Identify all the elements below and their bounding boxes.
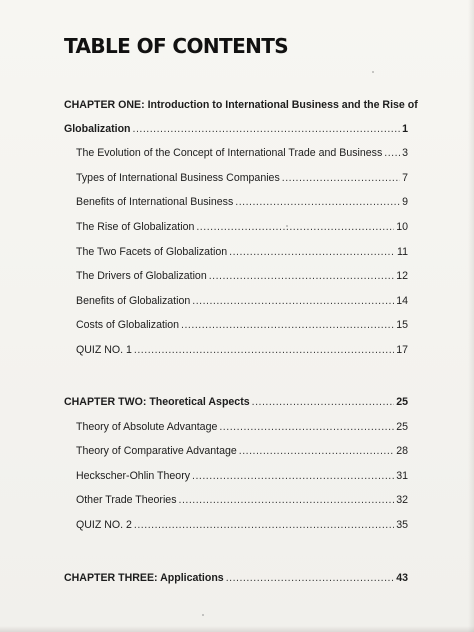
toc-page-number: 32 xyxy=(396,494,408,506)
toc-entry-label: Heckscher-Ohlin Theory xyxy=(76,470,191,482)
toc-entry-label: Benefits of International Business xyxy=(76,196,234,208)
scan-speck xyxy=(202,614,204,616)
toc-page-number: 25 xyxy=(396,421,408,433)
toc-page-number: 3 xyxy=(402,147,408,159)
toc-page-number: 31 xyxy=(396,470,408,482)
toc-entry-comparative-advantage[interactable] xyxy=(76,444,408,458)
toc-entry-quiz-1[interactable] xyxy=(76,343,408,357)
toc-entry-benefits-of-globalization[interactable] xyxy=(76,294,408,308)
toc-entry-types-of-companies[interactable] xyxy=(76,171,408,185)
toc-page-number: 43 xyxy=(396,572,408,584)
dot-leader xyxy=(134,343,394,357)
toc-entry-chapter-three[interactable] xyxy=(64,571,408,585)
toc-entry-evolution-of-trade[interactable] xyxy=(76,146,408,160)
dot-leader xyxy=(192,294,394,308)
dot-leader xyxy=(181,318,394,332)
toc-page-number: 17 xyxy=(396,344,408,356)
toc-entry-label: Theory of Comparative Advantage xyxy=(76,445,237,457)
toc-entry-benefits-of-international-business[interactable] xyxy=(76,195,408,209)
dot-leader xyxy=(239,444,394,458)
toc-entry-label: QUIZ NO. 1 xyxy=(76,344,132,356)
toc-entry-two-facets[interactable] xyxy=(76,245,408,259)
toc-entry-label: Types of International Business Companies xyxy=(76,172,280,184)
dot-leader xyxy=(384,146,400,160)
toc-entry-costs-of-globalization[interactable] xyxy=(76,318,408,332)
toc-page-number: 12 xyxy=(396,270,408,282)
scan-shadow-bottom xyxy=(0,626,474,632)
chapter-one-heading: CHAPTER ONE: Introduction to International Business and the Rise of xyxy=(64,99,418,111)
toc-page-number: 7 xyxy=(402,172,408,184)
toc-entry-label: Other Trade Theories xyxy=(76,494,177,506)
dot-leader xyxy=(219,420,394,434)
dot-leader xyxy=(226,571,395,585)
toc-entry-label: The Two Facets of Globalization xyxy=(76,246,228,258)
toc-entry-label: The Evolution of the Concept of International Trade and Business xyxy=(76,147,383,159)
toc-entry-label: Globalization xyxy=(64,123,131,135)
dot-leader xyxy=(235,195,400,209)
toc-entry-rise-of-globalization[interactable] xyxy=(76,220,408,234)
toc-entry-drivers-of-globalization[interactable] xyxy=(76,269,408,283)
toc-entry-label: CHAPTER THREE: Applications xyxy=(64,572,224,584)
scan-shadow-right xyxy=(468,0,474,632)
toc-page-number: 15 xyxy=(396,319,408,331)
scan-speck xyxy=(372,71,374,73)
dot-leader xyxy=(134,518,394,532)
dot-leader xyxy=(252,395,395,409)
toc-entry-chapter-two[interactable] xyxy=(64,395,408,409)
dot-leader xyxy=(133,122,401,136)
dot-leader xyxy=(282,171,400,185)
toc-entry-absolute-advantage[interactable] xyxy=(76,420,408,434)
dot-leader xyxy=(196,220,394,234)
toc-entry-quiz-2[interactable] xyxy=(76,518,408,532)
toc-entry-chapter-one[interactable] xyxy=(64,122,408,136)
dot-leader xyxy=(192,469,394,483)
toc-entry-label: Theory of Absolute Advantage xyxy=(76,421,218,433)
toc-entry-label: The Drivers of Globalization xyxy=(76,270,207,282)
toc-page-number: 1 xyxy=(402,123,408,135)
toc-page-number: 14 xyxy=(396,295,408,307)
toc-entry-heckscher-ohlin[interactable] xyxy=(76,469,408,483)
dot-leader xyxy=(209,269,394,283)
page-title: TABLE OF CONTENTS xyxy=(64,34,289,58)
toc-page-number: 10 xyxy=(396,221,408,233)
toc-page-number: 28 xyxy=(396,445,408,457)
toc-entry-label: QUIZ NO. 2 xyxy=(76,519,132,531)
toc-page-number: 35 xyxy=(396,519,408,531)
dot-leader xyxy=(179,493,395,507)
toc-entry-label: Benefits of Globalization xyxy=(76,295,191,307)
toc-entry-label: Costs of Globalization xyxy=(76,319,180,331)
toc-page-number: 25 xyxy=(396,396,408,408)
toc-page-number: 9 xyxy=(402,196,408,208)
scan-speck xyxy=(286,225,288,227)
toc-entry-label: CHAPTER TWO: Theoretical Aspects xyxy=(64,396,250,408)
dot-leader xyxy=(229,245,395,259)
toc-entry-other-trade-theories[interactable] xyxy=(76,493,408,507)
toc-entry-label: The Rise of Globalization xyxy=(76,221,195,233)
toc-page-number: 11 xyxy=(397,246,408,258)
